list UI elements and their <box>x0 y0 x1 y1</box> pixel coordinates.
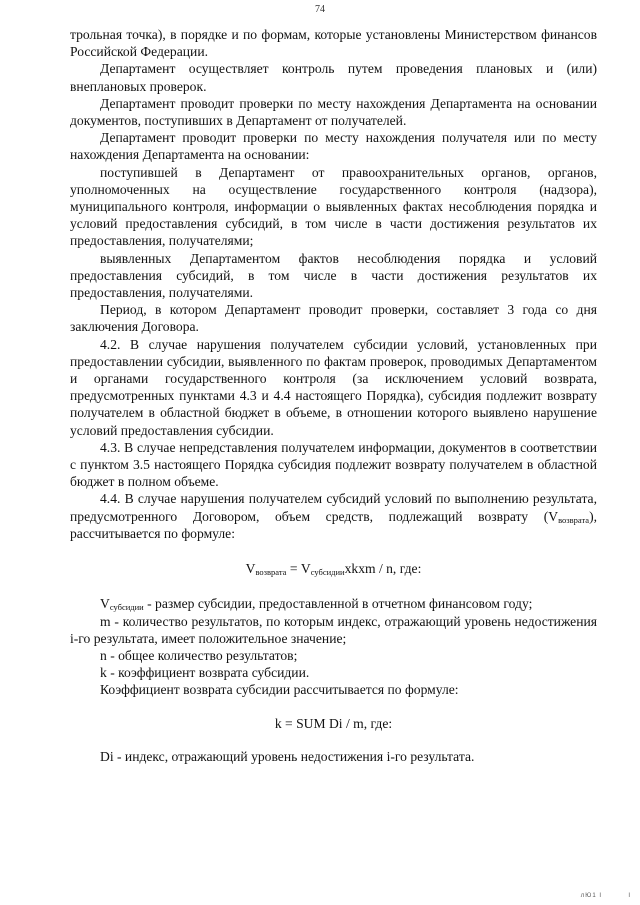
formula-symbol: = V <box>286 561 311 577</box>
page-number: 74 <box>315 4 325 15</box>
paragraph: выявленных Департаментом фактов несоблюдения порядка и условий предоставления субсидий, в том числе в части достижения результатов их предоставления, получателями. <box>70 250 597 301</box>
definition-n: n - общее количество результатов; <box>100 647 298 663</box>
paragraph: Департамент проводит проверки по месту нахождения получателя или по месту нахождения Департамента на основании: <box>70 130 597 163</box>
paragraph: Период, в котором Департамент проводит проверки, составляет 3 года со дня заключения Договора. <box>70 302 597 335</box>
coefficient-intro: Коэффициент возврата субсидии рассчитывается по формуле: <box>100 682 459 698</box>
definition-di: Di - индекс, отражающий уровень недостижения i-го результата. <box>100 748 475 764</box>
paragraph-text: ), рассчитывается по формуле: <box>70 508 597 541</box>
formula-return-volume <box>70 560 597 577</box>
paragraph: 4.2. В случае нарушения получателем субсидии условий, установленных при предоставлении субсидии, выявленного по фактам проверок, проводимых Департаментом и органами государственного контроля (за исключением условий возврата, предусмотренных пунктами 4.3 и 4.4 настоящего Порядка), субсидия подлежит возврату получателем в областной бюджет в объеме, в отношении которого выявлено нарушение условий предоставления субсидии. <box>70 336 597 438</box>
paragraph: поступившей в Департамент от правоохранительных органов, органов, уполномоченных на осуществление государственного контроля (надзора), муниципального контроля, информации о выявленных фактах несоблюдения порядка и условий предоставления субсидий, в том числе в части достижения результатов их предоставления, получателями; <box>70 164 597 249</box>
definition-text: - размер субсидии, предоставленной в отчетном финансовом году; <box>143 596 533 612</box>
scan-mark: лЮ1 I <box>580 893 602 899</box>
subscript: возврата <box>255 567 287 578</box>
scan-mark: I <box>628 893 630 899</box>
paragraph-text: 4.4. В случае нарушения получателем субсидий условий по выполнению результата, предусмотренного Договором, объем средств, подлежащий возврату (V <box>70 491 597 524</box>
paragraph: трольная точка), в порядке и по формам, которые установлены Министерством финансов Российской Федерации. <box>70 27 597 60</box>
definitions <box>70 595 597 698</box>
definition-v <box>70 595 597 612</box>
subscript: субсидии <box>310 567 345 578</box>
paragraph-4-4 <box>70 490 597 542</box>
definition-m: m - количество результатов, по которым индекс, отражающий уровень недостижения i-го результата, имеет положительное значение; <box>70 613 597 646</box>
paragraph: 4.3. В случае непредставления получателем информации, документов в соответствии с пунктом 3.5 настоящего Порядка субсидия подлежит возврату получателем в областной бюджет в полном объеме. <box>70 439 597 490</box>
document-body <box>70 26 597 765</box>
paragraph: Департамент проводит проверки по месту нахождения Департамента на основании документов, поступивших в Департамент от получателей. <box>70 95 597 129</box>
subscript: возврата <box>558 514 590 525</box>
formula-coefficient: k = SUM Di / m, где: <box>274 715 393 731</box>
formula-symbol: xkxm / n, где: <box>344 561 422 577</box>
subscript: субсидии <box>109 602 144 613</box>
formula-symbol: V <box>245 561 256 577</box>
definition-k: k - коэффициент возврата субсидии. <box>100 665 310 681</box>
formula-symbol: V <box>100 596 110 612</box>
paragraph: Департамент осуществляет контроль путем проведения плановых и (или) внеплановых проверок. <box>70 61 597 94</box>
